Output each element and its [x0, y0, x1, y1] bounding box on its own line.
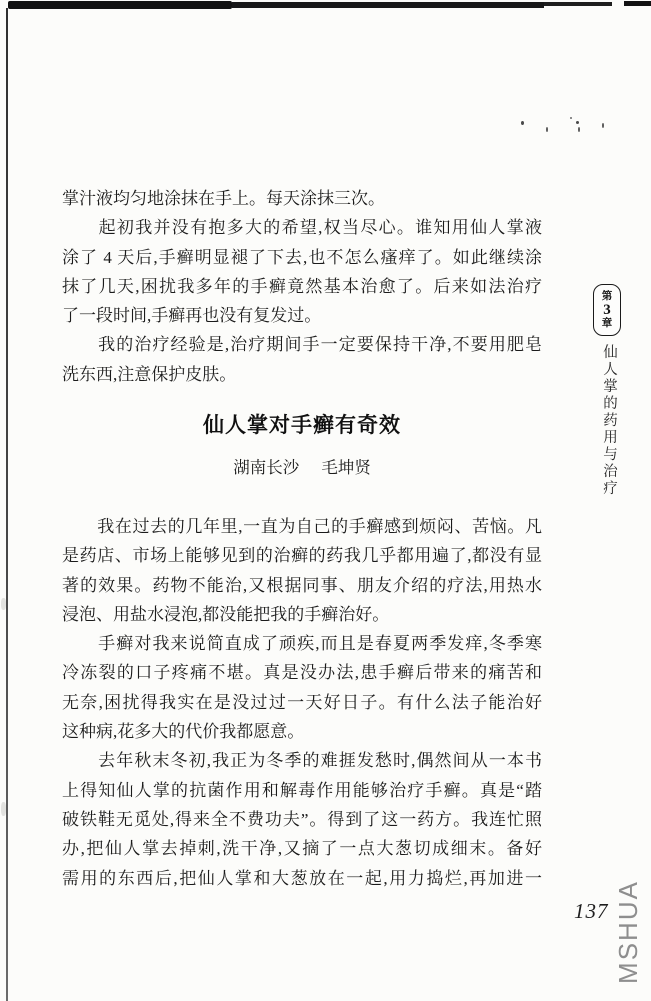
scan-smudge [1, 802, 6, 816]
text-line: 无奈,困扰得我实在是没过过一天好日子。有什么法子能治好 [62, 692, 542, 712]
text-line: 起初我并没有抱多大的希望,权当尽心。谁知用仙人掌液 [62, 218, 542, 238]
article-heading: 仙人掌对手癣有奇效 [203, 413, 401, 437]
scan-smudge [1, 598, 6, 610]
text-line: 洗东西,注意保护皮肤。 [62, 364, 237, 384]
text-line: 著的效果。药物不能治,又根据同事、朋友介绍的疗法,用热水 [62, 575, 542, 595]
text-line: 这种病,花多大的代价我都愿意。 [62, 722, 305, 742]
scan-speckle [576, 121, 579, 124]
chapter-number: 3 [603, 301, 611, 318]
text-line: 浸泡、用盐水浸泡,都没能把我的手癣治好。 [62, 604, 390, 624]
byline-location: 湖南长沙 [233, 458, 300, 477]
page-number: 137 [574, 899, 609, 923]
text-line: 去年秋末冬初,我正为冬季的难捱发愁时,偶然间从一本书 [62, 751, 542, 771]
scan-speckle [521, 121, 524, 125]
text-line: 我在过去的几年里,一直为自己的手癣感到烦闷、苦恼。凡 [62, 517, 542, 536]
chapter-title-vertical: 仙人掌的药用与治疗 [601, 344, 617, 497]
text-line: 我的治疗经验是,治疗期间手一定要保持干净,不要用肥皂 [62, 335, 542, 355]
scan-speckle [578, 127, 580, 132]
text-line: 手癣对我来说简直成了顽疾,而且是春夏两季发痒,冬季寒 [62, 634, 542, 654]
byline-author: 毛坤贤 [321, 458, 371, 477]
watermark: MSHUA [613, 880, 643, 984]
scan-artifact-top-band [624, 1, 651, 6]
text-line: 抹了几天,困扰我多年的手癣竟然基本治愈了。后来如法治疗 [62, 276, 542, 296]
scan-artifact-top-band [232, 2, 544, 8]
text-line: 上得知仙人掌的抗菌作用和解毒作用能够治疗手癣。真是“踏 [62, 780, 542, 800]
text-line: 涂了 4 天后,手癣明显褪了下去,也不怎么瘙痒了。如此继续涂 [62, 247, 542, 267]
article-byline [62, 456, 542, 480]
scan-speckle [546, 127, 548, 132]
body-text-section-1 [62, 184, 542, 389]
text-line: 破铁鞋无觅处,得来全不费功夫”。得到了这一药方。我连忙照 [62, 809, 542, 829]
body-text-section-2 [62, 512, 542, 893]
scan-speckle [570, 117, 572, 119]
chapter-suffix: 章 [601, 317, 613, 329]
text-line: 需用的东西后,把仙人掌和大葱放在一起,用力捣烂,再加进一 [62, 868, 542, 888]
text-line: 办,把仙人掌去掉刺,洗干净,又摘了一点大葱切成细末。备好 [62, 839, 542, 859]
text-line: 是药店、市场上能够见到的治癣的药我几乎都用遍了,都没有显 [62, 546, 542, 566]
text-line: 冷冻裂的口子疼痛不堪。真是没办法,患手癣后带来的痛苦和 [62, 663, 542, 683]
scan-speckle [602, 123, 604, 128]
chapter-prefix: 第 [601, 290, 613, 302]
text-line: 了一段时间,手癣再也没有复发过。 [62, 306, 322, 326]
scan-artifact-top-band [544, 2, 612, 6]
page-edge-scan-line [6, 8, 8, 1001]
chapter-tab [593, 284, 621, 336]
scan-artifact-top-band [8, 1, 232, 9]
text-line: 掌汁液均匀地涂抹在手上。每天涂抹三次。 [62, 189, 385, 208]
